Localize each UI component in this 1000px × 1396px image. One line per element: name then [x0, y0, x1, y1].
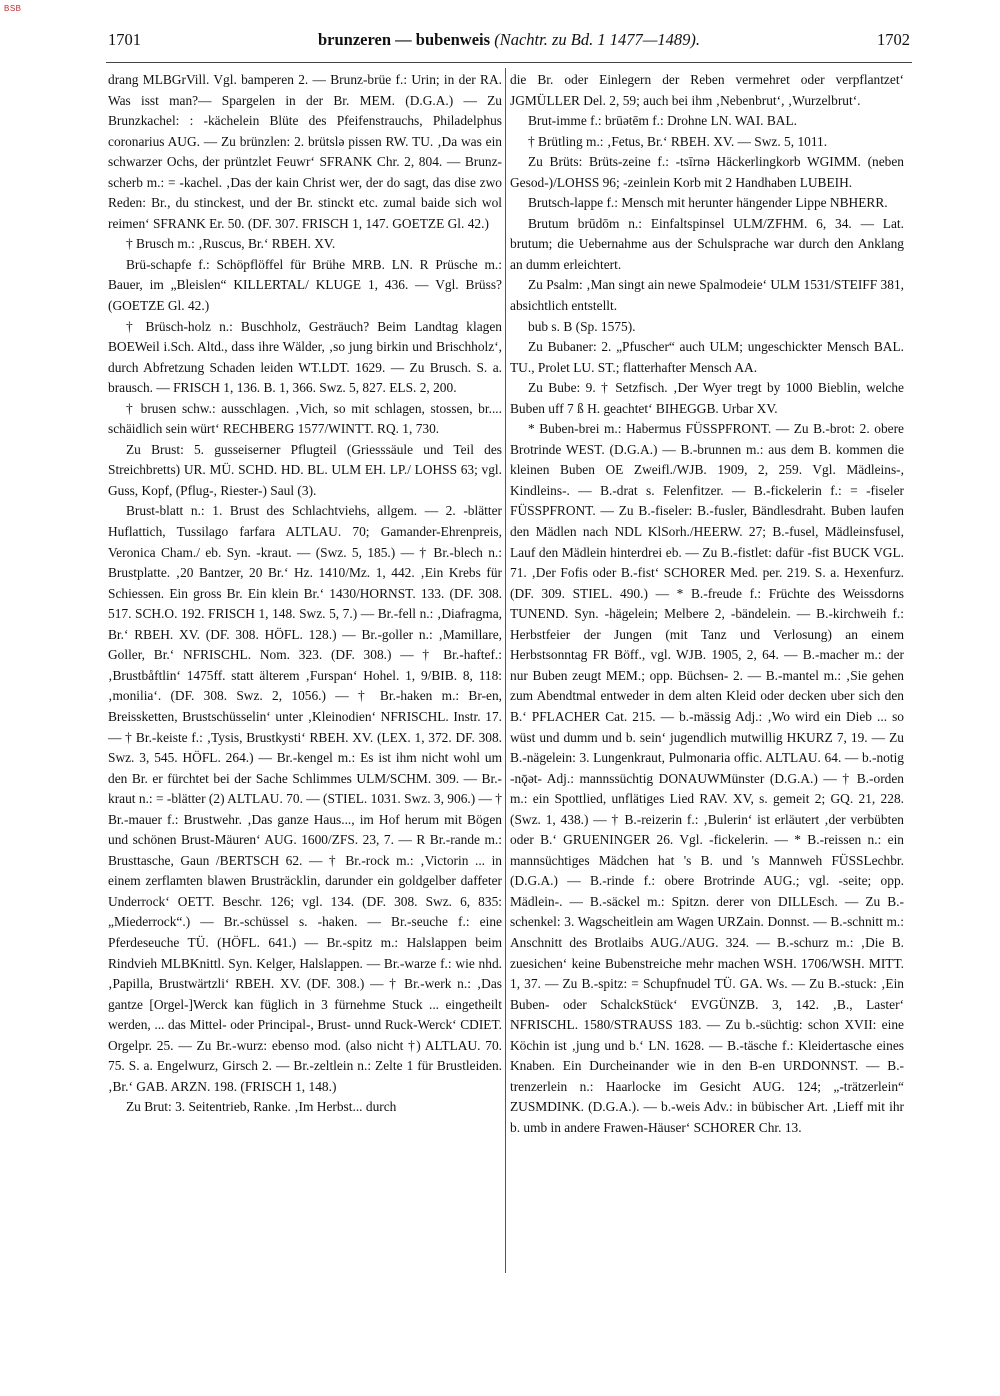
- entry-paragraph: Zu Psalm: ‚Man singt ain newe Spalmodeie‘ ULM 1531/STEIFF 381, absichtlich entstellt.: [510, 277, 904, 314]
- page-number-right: 1702: [877, 30, 910, 49]
- entry-paragraph: Zu Brust: 5. gusseiserner Pflugteil (Griesssäule und Teil des Streichbretts) UR. MÜ. SCHD. HD. BL. ULM EH. LP./ LOHSS 63; vgl. Guss, Kopf, (Pflug-, Riester-) Saul (3).: [108, 441, 502, 498]
- entry-paragraph: * Buben-brei m.: Habermus FÜSSPFRONT. — Zu B.-brot: 2. obere Brotrinde WEST. (D.G.A.) — B.-brunnen m.: aus dem B. kommen die kleinen Buben OE Zweifl./WJB. 1909, 2, 259. Vgl. Mädleins-, Kindleins-. — B.-drat s. Felenfitzer. — B.-fickelerin f.: = -fiseler FÜSSPFRONT. — Zu B.-fiseler: B.-fusler, Bändlesdraht. Buben laufen den Mädlen nach NDL KlSorh./HEERW. 27; B.-fusel, Mädleinsfusel, Lauf den Mädlein hinterdrei eb. — Zu B.-fistlet: dafür -fist BUCK VGL. 71. ‚Der Fofis oder B.-fist‘ SCHORER Med. per. 219. S. a. Hexenfurz. (DF. 309. STIEL. 490.) — * B.-freude f.: Früchte des Weissdorns TUNEND. Syn. -hägelein; Melbere 2, -bändelein. — B.-kirchweih f.: Herbstfeier der Jungen (mit Tanz und Verlosung) an einem Herbstsonntag FR Böff., vgl. WJB. 1905, 2, 64. — B.-macher m.: der nur Buben zeugt MEM.; opp. Büchsen- 2. — B.-mantel m.: ‚Sie gehen zum Abendtmal entweder in dem alten Kleid oder decken uber sich den B.‘ PFLACHER Cat. 215. — b.-mässig Adj.: ‚Wo wird ein Dieb ... so wüst und dumm und b. sein‘ jugendlich mutwillig HKURZ 7, 19. — Zu B.-nägelein: 3. Lungenkraut, Pulmonaria offic. ALTLAU. 64. — b.-notig -nǭət- Adj.: mannssüchtig DONAUWMünster (D.G.A.) — † B.-orden m.: ein Spottlied, unflätiges Lied RAV. XV, s. gemeit 2; GQ. 21, 228. (Swz. 1, 438.) — † B.-reizerin f.: ‚Bulerin‘ ist erläutert ‚der verbübten oder B.‘ GRUENINGER 26. Vgl. -fickelerin. — * B.-reissen n.: ein mannsüchtiges Mädchen hat 's B. und 's Mannweh FÜSSLechbr. (D.G.A.) — B.-rinde f.: obere Brotrinde AUG.; vgl. -seite; opp. Mädlein-. — B.-säckel m.: Spitzn. derer von DILLEsch. — Zu B.-schenkel: 3. Wagscheitlein am Wagen URZain. Donnst. — B.-schnitt m.: Anschnitt des Brotlaibs AUG./AUG. 324. — B.-schurz m.: ‚Die B. zuesichen‘ keine Bubenstreiche mehr machen WSH. 1706/WSH. MITT. 1, 37. — Zu B.-spitz: = Schupfnudel TÜ. GA. Ws. — Zu B.-stuck: ‚Ein Buben- oder SchalckStück‘ EVGÜNZB. 3, 142. ‚B., Laster‘ NFRISCHL. 1580/STRAUSS 183. — Zu b.-süchtig: schon XVII: eine Köchin ist ‚jung und b.‘ LN. 1628. — B.-täsche f.: Kleidertasche eines Knaben. Ein Durcheinander wie in den B-en URDONNST. — B.-trenzerlein n.: Haarlocke im Gesicht AUG. 124; „-trätzerlein“ ZUSMDINK. (D.G.A.). — b.-weis Adv.: in bübischer Art. ‚Lieff mit ihr b. umb in andere Frawen-Häuser‘ SCHORER Chr. 13.: [510, 421, 904, 1135]
- entry-paragraph: die Br. oder Einlegern der Reben vermehret oder verpflantzet‘ JGMÜLLER Del. 2, 59; auch bei ihm ‚Nebenbrut‘, ‚Wurzelbrut‘.: [510, 72, 904, 108]
- left-column: [108, 70, 502, 1118]
- entry-paragraph: Brut-imme f.: brūətēm f.: Drohne LN. WAI. BAL.: [528, 113, 797, 129]
- entry-paragraph: Zu Brut: 3. Seitentrieb, Ranke. ‚Im Herbst... durch: [126, 1099, 397, 1115]
- title-text: brunzeren — bubenweis: [318, 30, 491, 49]
- entry-paragraph: † Brütling m.: ‚Fetus, Br.‘ RBEH. XV. — Swz. 5, 1011.: [528, 133, 828, 149]
- page-header: [108, 30, 910, 60]
- entry-paragraph: Brust-blatt n.: 1. Brust des Schlachtviehs, allgem. — 2. -blätter Huflattich, Tussilago farfara ALTLAU. 70; Gamander-Ehrenpreis, Veronica Cham./ eb. Syn. -kraut. — (Swz. 5, 185.) — † Br.-blech n.: Brustplatte. ‚20 Bantzer, 20 Br.‘ Hz. 1410/Mz. 1, 442. ‚Ein Krebs für Schiessen. Ein gross Br. Ein klein Br.‘ 1430/HORNST. 133. (DF. 308. 517. SCH.O. 192. FRISCH 1, 148. Swz. 5, 7.) — Br.-fell n.: ‚Diafragma, Br.‘ RBEH. XV. (DF. 308. HÖFL. 128.) — Br.-goller n.: ‚Mamillare, Goller, Br.‘ NFRISCHL. Nom. 323. (DF. 308.) — † Br.-haftef.: ‚Brustbåftlin‘ 1475ff. statt älterem ‚Furspan‘ Hohel. 1, 9/BIB. 8, 118: ‚monilia‘. (DF. 308. Swz. 2, 1056.) — † Br.-haken m.: Br-en, Breissketten, Brustschüsselin‘ unter ‚Kleinodien‘ NFRISCHL. Instr. 17. — † Br.-keiste f.: ‚Tysis, Brustkysti‘ RBEH. XV. (LEX. 1, 372. DF. 308. Swz. 3, 545. HÖFL. 264.) — Br.-kengel m.: Es ist ihm nicht wohl um den Br. er fürchtet bei der Sache Schlimmes ULM/SCHM. 309. — Br.-kraut n.: = -blätter (2) ALTLAU. 70. — (STIEL. 1031. Swz. 3, 906.) — † Br.-mauer f.: Brustwehr. ‚Das ganze Haus..., im Hof herum mit Bögen und schönen Brust-Mäuren‘ AUG. 1600/ZFS. 23, 7. — R Br.-rande m.: Brusttasche, Gaun /BERTSCH 62. — † Br.-rock m.: ‚Victorin ... in einem zerflamten blawen Brusträcklin, darunder ein goldgelber daffeter Underrock‘ OETT. Beschr. 126; vgl. 134. (DF. 308. Swz. 6, 835: „Miederrock“.) — Br.-schüssel s. -haken. — Br.-seuche f.: eine Pferdeseuche TÜ. (HÖFL. 641.) — Br.-spitz m.: Halslappen beim Rindvieh MLBKnittl. Syn. Kelger, Halslappen. — Br.-warze f.: wie nhd. ‚Papilla, Brustwärtzli‘ RBEH. XV. (DF. 308.) — † Br.-werk n.: ‚Das gantze [Orgel-]Werck kan füglich in 3 fürnehme Stuck ... eingetheilt werden, ... das Mittel- oder Principal-, Brust- unnd Ruck-Werck‘ CDIET. Orgelpr. 25. — Zu Br.-wurz: ebenso mod. (also nicht †) ALTLAU. 70. 75. S. a. Engelwurz, Girsch 2. — Br.-zeltlein n.: Zelte 1 für Brustleiden. ‚Br.‘ GAB. ARZN. 198. (FRISCH 1, 148.): [108, 503, 502, 1094]
- entry-paragraph: Brutum brūdōm n.: Einfaltspinsel ULM/ZFHM. 6, 34. — Lat. brutum; die Uebernahme aus der Schulsprache war durch den Anklang an dumm erleichtert.: [510, 215, 904, 272]
- title-subtitle: (Nachtr. zu Bd. 1 1477—1489).: [494, 30, 700, 49]
- entry-paragraph: † brusen schw.: ausschlagen. ‚Vich, so mit schlagen, stossen, br.... schäidlich sein würt‘ RECHBERG 1577/WINTT. RQ. 1, 730.: [108, 400, 502, 437]
- entry-paragraph: Zu Bube: 9. † Setzfisch. ‚Der Wyer tregt by 1000 Bieblin, welche Buben uff 7 ß H. geachtet‘ BIHEGGB. Urbar XV.: [510, 380, 904, 416]
- entry-paragraph: drang MLBGrVill. Vgl. bamperen 2. — Brunz-brüe f.: Urin; in der RA. Was isst man?— Spargelen in der Br. MEM. (D.G.A.) — Zu Brunzkachel: : -kächelein Blüte des Pfeifenstrauchs, Philadelphus coronarius AUG. — Zu brünzlen: 2. brütslə pissen RW. TU. ‚Da was ein schwarzer Ochs, der prüntzlet Feuwr‘ SFRANK Chr. 2, 804. — Brunz-scherb m.: = -kachel. ‚Das der kain Christ wer, der do sagt, das dise zwo Reden: Br., du stinckest, und der Br. stinckt etc. zumal baide sich wol reimen‘ SFRANK Er. 50. (DF. 307. FRISCH 1, 147. GOETZE Gl. 42.): [108, 72, 502, 231]
- entry-paragraph: Zu Brüts: Brüts-zeine f.: -tsīrnə Häckerlingkorb WGIMM. (neben Gesod-)/LOHSS 96; -zeinlein Korb mit 2 Handhaben LUBEIH.: [510, 154, 904, 190]
- entry-paragraph: Brutsch-lappe f.: Mensch mit herunter hängender Lippe NBHERR.: [528, 195, 888, 211]
- page-number-left: 1701: [108, 30, 141, 49]
- entry-paragraph: † Brusch m.: ‚Ruscus, Br.‘ RBEH. XV.: [126, 236, 336, 252]
- entry-paragraph: Brü-schapfe f.: Schöpflöffel für Brühe MRB. LN. R Prüsche m.: Bauer, im „Bleislen“ KILLERTAL/ KLUGE 1, 436. — Vgl. Brüss? (GOETZE Gl. 42.): [108, 256, 502, 314]
- entry-paragraph: Zu Bubaner: 2. „Pfuscher“ auch ULM; ungeschickter Mensch BAL. TU., Prolet LU. ST.; flatterhafter Mensch AA.: [510, 339, 904, 375]
- column-divider: [505, 68, 506, 1273]
- header-rule: [106, 62, 912, 63]
- watermark: BSB: [4, 4, 22, 13]
- right-column: [510, 70, 904, 1138]
- running-title: [108, 30, 910, 50]
- entry-paragraph: bub s. B (Sp. 1575).: [528, 318, 636, 334]
- entry-paragraph: † Brüsch-holz n.: Buschholz, Gesträuch? Beim Landtag klagen BOEWeil i.Sch. Altd., dass ihre Wälder, ‚so jung birkin und Brischholz‘, durch Abfretzung Schaden leiden WT.LDT. 1629. — Zu Brusch. S. a. brausch. — FRISCH 1, 136. B. 1, 366. Swz. 5, 827. ELS. 2, 200.: [108, 318, 502, 396]
